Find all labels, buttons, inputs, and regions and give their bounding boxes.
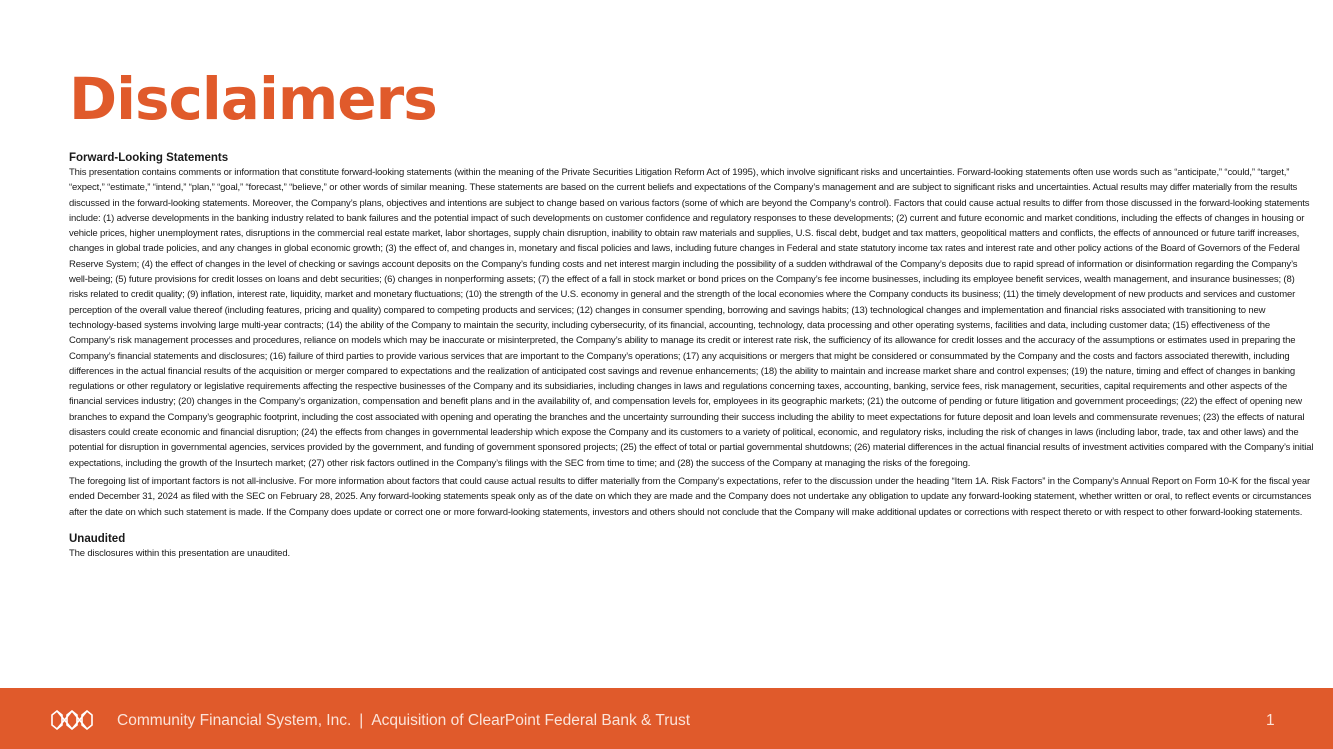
page-number: 1 — [1266, 712, 1275, 729]
footer-caption — [117, 712, 690, 730]
forward-looking-section — [69, 151, 1315, 520]
unaudited-heading: Unaudited — [69, 532, 126, 545]
forward-looking-paragraph-2: The foregoing list of important factors is not all-inclusive. For more information about factors that could cause actual results to differ materially from the Company’s expectations, refer to the discussion under the heading “Item 1A. Risk Factors” in the Company’s Annual Report on Form 10-K for the fiscal year ended December 31, 2024 as filed with the SEC on February 28, 2025. Any forward-looking statements speak only as of the date on which they are made and the Company does not undertake any obligation to update any forward-looking statement, whether written or oral, to reflect events or circumstances after the date on which such statement is made. If the Company does update or correct one or more forward-looking statements, investors and others should not conclude that the Company will make additional updates or corrections with respect thereto or with respect to other forward-looking statements. — [69, 475, 1312, 518]
unaudited-section — [69, 532, 1315, 561]
forward-looking-paragraph-1: This presentation contains comments or information that constitute forward-looking statements (within the meaning of the Private Securities Litigation Reform Act of 1995), which involve significant risks and uncertainties. Forward-looking statements often use words such as “anticipate,” “could,” “target,” “expect,” “estimate,” “intend,” “plan,” “goal,” “forecast,” “believe,” or other words of similar meaning. These statements are based on the current beliefs and expectations of the Company’s management and are subject to significant risks and uncertainties. Actual results may differ materially from the results discussed in the forward-looking statements. Moreover, the Company’s plans, objectives and intentions are subject to change based on various factors (some of which are beyond the Company’s control). Factors that could cause actual results to differ from those discussed in the forward-looking statements include: (1) adverse developments in the banking industry related to bank failures and the potential impact of such developments on customer confidence and regulatory responses to these developments; (2) current and future economic and market conditions, including the effects of changes in housing or vehicle prices, higher unemployment rates, disruptions in the commercial real estate market, labor shortages, supply chain disruption, inability to obtain raw materials and supplies, U.S. fiscal debt, budget and tax matters, geopolitical matters and conflicts, the effects of announced or future tariff increases, changes in global trade policies, and any changes in global economic growth; (3) the effect of, and changes in, monetary and fiscal policies and laws, including future changes in Federal and state statutory income tax rates and interest rate and other policy actions of the Board of Governors of the Federal Reserve System; (4) the effect of changes in the level of checking or savings account deposits on the Company’s funding costs and net interest margin including the possibility of a sudden withdrawal of the Company’s deposits due to rapid spread of information or disinformation regarding the Company’s well-being; (5) future provisions for credit losses on loans and debt securities; (6) changes in nonperforming assets; (7) the effect of a fall in stock market or bond prices on the Company’s fee income businesses, including its employee benefit services, wealth management, and insurance businesses; (8) risks related to credit quality; (9) inflation, interest rate, liquidity, market and monetary fluctuations; (10) the strength of the U.S. economy in general and the strength of the local economies where the Company conducts its business; (11) the timely development of new products and services and customer perception of the overall value thereof (including features, pricing and quality) compared to competing products and services; (12) changes in consumer spending, borrowing and savings habits; (13) technological changes and implementation and financial risks associated with transitioning to new technology-based systems involving large multi-year contracts; (14) the ability of the Company to maintain the security, including cybersecurity, of its financial, accounting, technology, data processing and other operating systems, facilities and data, including customer data; (15) effectiveness of the Company’s risk management processes and procedures, reliance on models which may be inaccurate or misinterpreted, the Company’s ability to manage its credit or interest rate risk, the sufficiency of its allowance for credit losses and the accuracy of the assumptions or estimates used in preparing the Company’s financial statements and disclosures; (16) failure of third parties to provide various services that are important to the Company’s operations; (17) any acquisitions or mergers that might be considered or consummated by the Company and the costs and factors associated therewith, including differences in the actual financial results of the acquisition or merger compared to expectations and the realization of anticipated cost savings and revenue enhancements; (18) the ability to maintain and increase market share and control expenses; (19) the nature, timing and effect of changes in banking regulations or other regulatory or legislative requirements affecting the respective businesses of the Company and its subsidiaries, including changes in laws and regulations concerning taxes, accounting, banking, service fees, risk management, securities, capital requirements and other aspects of the financial services industry; (20) changes in the Company’s organization, compensation and benefit plans and in the availability of, and compensation levels for, employees in its geographic markets; (21) the outcome of pending or future litigation and government proceedings; (22) the effect of opening new branches to expand the Company’s geographic footprint, including the cost associated with opening and operating the branches and the uncertainty surrounding their success including the ability to meet expectations for future deposit and loan levels and commensurate revenues; (23) the effects of natural disasters could create economic and financial disruption; (24) the effects from changes in governmental leadership which expose the Company and its customers to a variety of political, economic, and regulatory risks, including the risk of changes in laws (including labor, trade, tax and other laws) and the potential for disruption in governmental agencies, services provided by the government, and funding of government sponsored projects; (25) the effect of total or partial governmental shutdowns; (26) material differences in the actual financial results of investment activities compared with the Company’s initial expectations, including the growth of the Insurtech market; (27) other risk factors outlined in the Company’s filings with the SEC from time to time; and (28) the success of the Company at managing the risks of the foregoing. — [69, 167, 1314, 469]
footer-subtitle: Acquisition of ClearPoint Federal Bank & Trust — [371, 712, 691, 729]
footer-bar — [0, 688, 1333, 749]
unaudited-text: The disclosures within this presentation are unaudited. — [69, 547, 290, 559]
page-title: Disclaimers — [69, 65, 437, 133]
footer-separator: | — [359, 712, 364, 729]
footer-company: Community Financial System, Inc. — [117, 712, 352, 729]
disclaimer-content — [69, 151, 1315, 561]
community-financial-logo-icon — [50, 710, 94, 730]
forward-looking-heading: Forward-Looking Statements — [69, 152, 229, 164]
